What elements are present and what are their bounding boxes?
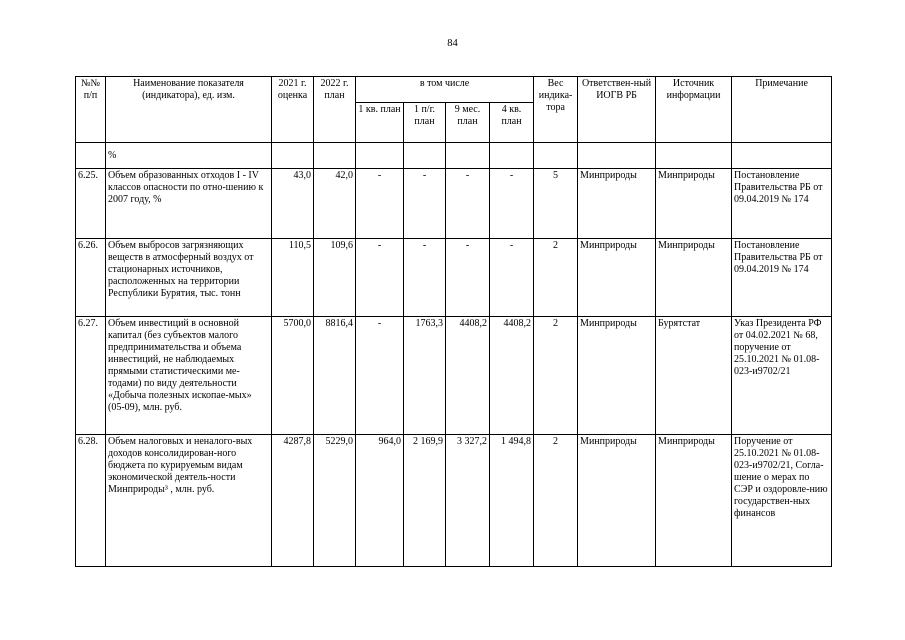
row-m9: 3 327,2 bbox=[446, 435, 490, 567]
page-number: 84 bbox=[447, 38, 458, 49]
header-q1: 1 кв. план bbox=[356, 103, 404, 143]
header-num: №№ п/п bbox=[76, 77, 106, 143]
row-q1: - bbox=[356, 317, 404, 435]
table-row bbox=[76, 239, 832, 317]
row-weight: 2 bbox=[534, 239, 578, 317]
table-row bbox=[76, 169, 832, 239]
table-row bbox=[76, 435, 832, 567]
row-q4: 4408,2 bbox=[490, 317, 534, 435]
row-q1: - bbox=[356, 239, 404, 317]
unit-row-num bbox=[76, 143, 106, 169]
row-name: Объем выбросов загрязняющих веществ в атмосферный воздух от стационарных источников, расположенных на территории Республики Бурятия, тыс. тонн bbox=[106, 239, 272, 317]
header-resp: Ответствен-ный ИОГВ РБ bbox=[578, 77, 656, 143]
indicators-table bbox=[75, 76, 832, 567]
row-num: 6.27. bbox=[76, 317, 106, 435]
row-num: 6.26. bbox=[76, 239, 106, 317]
header-name: Наименование показателя (индикатора), ед. изм. bbox=[106, 77, 272, 143]
row-name: Объем образованных отходов I - IV классов опасности по отно-шению к 2007 году, % bbox=[106, 169, 272, 239]
header-incl: в том числе bbox=[356, 77, 534, 103]
header-m9: 9 мес. план bbox=[446, 103, 490, 143]
row-weight: 5 bbox=[534, 169, 578, 239]
header-weight: Вес индика-тора bbox=[534, 77, 578, 143]
row-source: Минприроды bbox=[656, 239, 732, 317]
row-name: Объем инвестиций в основной капитал (без субъектов малого предпринимательства и объема инвестиций, не наблюдаемых прямыми статистическими ме-тодами) по виду деятельности «Добыча полезных ископае-мых» (05-09), млн. руб. bbox=[106, 317, 272, 435]
row-est2021: 5700,0 bbox=[272, 317, 314, 435]
row-resp: Минприроды bbox=[578, 317, 656, 435]
header-plan2022: 2022 г. план bbox=[314, 77, 356, 143]
row-q4: - bbox=[490, 169, 534, 239]
row-weight: 2 bbox=[534, 435, 578, 567]
row-note: Постановление Правительства РБ от 09.04.2019 № 174 bbox=[732, 169, 832, 239]
row-m9: - bbox=[446, 239, 490, 317]
row-h1: - bbox=[404, 169, 446, 239]
row-m9: - bbox=[446, 169, 490, 239]
row-num: 6.25. bbox=[76, 169, 106, 239]
row-name: Объем налоговых и неналого-вых доходов консолидирован-ного бюджета по курируемым видам экономической деятель-ности Минприроды³ , млн. руб. bbox=[106, 435, 272, 567]
header-note: Примечание bbox=[732, 77, 832, 143]
row-resp: Минприроды bbox=[578, 435, 656, 567]
row-note: Постановление Правительства РБ от 09.04.2019 № 174 bbox=[732, 239, 832, 317]
header-source: Источник информации bbox=[656, 77, 732, 143]
row-est2021: 43,0 bbox=[272, 169, 314, 239]
row-source: Минприроды bbox=[656, 435, 732, 567]
row-est2021: 110,5 bbox=[272, 239, 314, 317]
row-source: Минприроды bbox=[656, 169, 732, 239]
row-q4: 1 494,8 bbox=[490, 435, 534, 567]
row-q1: 964,0 bbox=[356, 435, 404, 567]
header-q4: 4 кв. план bbox=[490, 103, 534, 143]
row-q4: - bbox=[490, 239, 534, 317]
row-est2021: 4287,8 bbox=[272, 435, 314, 567]
row-resp: Минприроды bbox=[578, 169, 656, 239]
row-q1: - bbox=[356, 169, 404, 239]
row-weight: 2 bbox=[534, 317, 578, 435]
row-plan2022: 109,6 bbox=[314, 239, 356, 317]
row-h1: - bbox=[404, 239, 446, 317]
row-note: Поручение от 25.10.2021 № 01.08-023-и9702/21, Согла-шение о мерах по СЭР и оздоровле-нию государствен-ных финансов bbox=[732, 435, 832, 567]
row-m9: 4408,2 bbox=[446, 317, 490, 435]
row-plan2022: 5229,0 bbox=[314, 435, 356, 567]
unit-row-name: % bbox=[106, 143, 272, 169]
table-row bbox=[76, 317, 832, 435]
row-note: Указ Президента РФ от 04.02.2021 № 68, поручение от 25.10.2021 № 01.08-023-и9702/21 bbox=[732, 317, 832, 435]
row-source: Бурятстат bbox=[656, 317, 732, 435]
row-h1: 1763,3 bbox=[404, 317, 446, 435]
header-h1: 1 п/г. план bbox=[404, 103, 446, 143]
row-plan2022: 42,0 bbox=[314, 169, 356, 239]
row-num: 6.28. bbox=[76, 435, 106, 567]
header-est2021: 2021 г. оценка bbox=[272, 77, 314, 143]
row-h1: 2 169,9 bbox=[404, 435, 446, 567]
row-resp: Минприроды bbox=[578, 239, 656, 317]
row-plan2022: 8816,4 bbox=[314, 317, 356, 435]
